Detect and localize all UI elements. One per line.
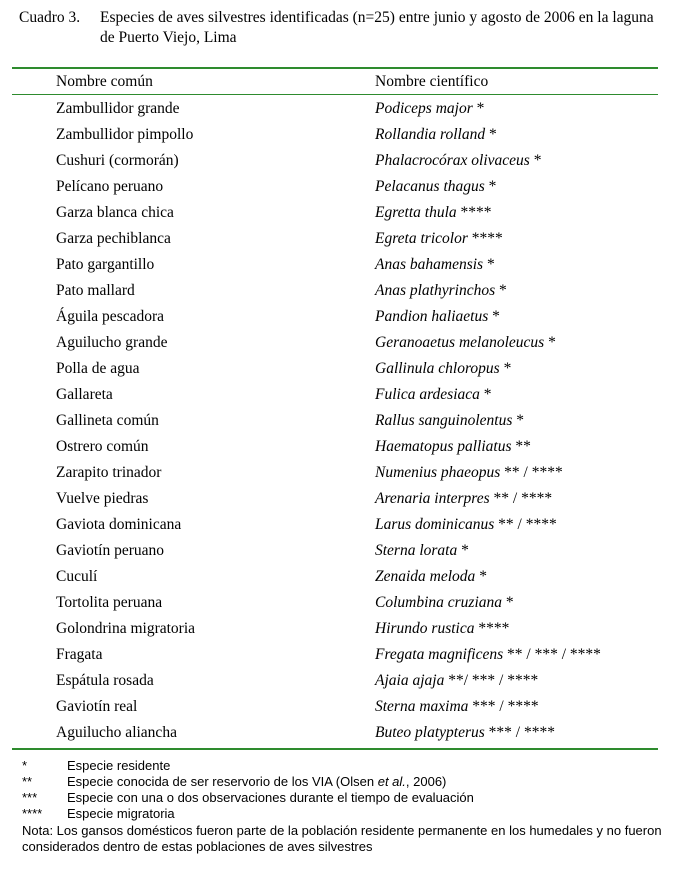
- scientific-name: Sterna lorata: [375, 542, 458, 559]
- table-top-rule: [12, 67, 658, 69]
- status-marks: ** / *** / ****: [503, 646, 601, 663]
- table-row: [0, 642, 680, 668]
- footnote-text-part: , 2006): [405, 774, 447, 789]
- scientific-name-cell: [375, 568, 487, 586]
- table-row: [0, 720, 680, 746]
- status-marks: ** / ****: [500, 464, 563, 481]
- table-row: [0, 174, 680, 200]
- footnote: [22, 806, 662, 822]
- scientific-name-cell: [375, 282, 507, 300]
- table-row: [0, 122, 680, 148]
- scientific-name: Fulica ardesiaca: [375, 386, 480, 403]
- table-row: [0, 460, 680, 486]
- footnote-text-part: Especie con una o dos observaciones durante el tiempo de evaluación: [67, 790, 474, 805]
- common-name-cell: Garza blanca chica: [56, 204, 174, 221]
- scientific-name: Geranoaetus melanoleucus: [375, 334, 545, 351]
- status-marks: ****: [474, 620, 510, 637]
- status-marks: *: [472, 100, 485, 117]
- common-name-cell: Polla de agua: [56, 360, 140, 377]
- scientific-name: Rollandia rolland: [375, 126, 486, 143]
- table-row: [0, 590, 680, 616]
- common-name-cell: Tortolita peruana: [56, 594, 163, 611]
- footnote-symbol: ***: [22, 790, 38, 805]
- common-name-cell: Garza pechiblanca: [56, 230, 171, 247]
- status-marks: **: [511, 438, 531, 455]
- table-row: [0, 148, 680, 174]
- scientific-name: Phalacrocórax olivaceus: [375, 152, 530, 169]
- status-marks: *: [479, 386, 492, 403]
- status-marks: *: [485, 126, 497, 143]
- table-row: [0, 564, 680, 590]
- footnote-text: [67, 774, 446, 790]
- scientific-name: Arenaria interpres: [375, 490, 490, 507]
- status-marks: *: [529, 152, 542, 169]
- footnote-text-italic: et al.: [377, 774, 406, 789]
- table-row: [0, 538, 680, 564]
- scientific-name-cell: [375, 698, 539, 716]
- status-marks: ** / ****: [489, 490, 553, 507]
- common-name-cell: Pato mallard: [56, 282, 135, 299]
- scientific-name: Sterna maxima: [375, 698, 469, 715]
- table-row: [0, 200, 680, 226]
- scientific-name-cell: [375, 152, 541, 170]
- scientific-name: Zenaida meloda: [375, 568, 476, 585]
- scientific-name-cell: [375, 438, 531, 456]
- footnote-symbol: **: [22, 774, 33, 789]
- status-marks: *** / ****: [484, 724, 555, 741]
- scientific-name: Columbina cruziana: [375, 594, 503, 611]
- common-name-cell: Gallineta común: [56, 412, 159, 429]
- status-marks: *: [488, 308, 500, 325]
- scientific-name: Egretta thula: [375, 204, 457, 221]
- table-row: [0, 408, 680, 434]
- scientific-name-cell: [375, 230, 503, 248]
- common-name-cell: Aguilucho grande: [56, 334, 168, 351]
- status-marks: ** / ****: [494, 516, 557, 533]
- table-row: [0, 616, 680, 642]
- scientific-name: Egreta tricolor: [375, 230, 468, 247]
- scientific-name: Anas plathyrinchos: [375, 282, 496, 299]
- scientific-name-cell: [375, 646, 601, 664]
- table-row: [0, 252, 680, 278]
- table-notes: [22, 758, 662, 855]
- column-header-scientific-name: Nombre científico: [375, 73, 489, 90]
- scientific-name: Rallus sanguinolentus: [375, 412, 513, 429]
- footnote-text-part: Especie residente: [67, 758, 171, 773]
- table-row: [0, 694, 680, 720]
- common-name-cell: Pelícano peruano: [56, 178, 164, 195]
- table-row: [0, 356, 680, 382]
- status-marks: *: [499, 360, 512, 377]
- footnote: [22, 758, 662, 774]
- status-marks: *: [475, 568, 487, 585]
- footnote-text: [67, 790, 474, 806]
- table-row: [0, 486, 680, 512]
- scientific-name: Haematopus palliatus: [375, 438, 512, 455]
- table-row: [0, 278, 680, 304]
- common-name-cell: Gaviota dominicana: [56, 516, 182, 533]
- scientific-name: Gallinula chloropus: [375, 360, 500, 377]
- common-name-cell: Gaviotín real: [56, 698, 138, 715]
- footnote-text-part: Especie migratoria: [67, 806, 175, 821]
- scientific-name-cell: [375, 256, 495, 274]
- scientific-name: Buteo platypterus: [375, 724, 485, 741]
- status-marks: *: [484, 178, 497, 195]
- common-name-cell: Aguilucho aliancha: [56, 724, 177, 741]
- common-name-cell: Zarapito trinador: [56, 464, 162, 481]
- common-name-cell: Golondrina migratoria: [56, 620, 196, 637]
- table-row: [0, 96, 680, 122]
- scientific-name-cell: [375, 412, 524, 430]
- scientific-name: Pandion haliaetus: [375, 308, 489, 325]
- scientific-name-cell: [375, 334, 556, 352]
- scientific-name-cell: [375, 308, 500, 326]
- footnote: [22, 774, 662, 790]
- table-row: [0, 512, 680, 538]
- scientific-name-cell: [375, 126, 497, 144]
- scientific-name: Fregata magnificens: [375, 646, 504, 663]
- scientific-name-cell: [375, 724, 555, 742]
- table-header-rule: [12, 94, 658, 95]
- status-marks: *: [544, 334, 556, 351]
- common-name-cell: Espátula rosada: [56, 672, 154, 689]
- scientific-name-cell: [375, 490, 552, 508]
- table-row: [0, 304, 680, 330]
- scientific-name-cell: [375, 204, 492, 222]
- scientific-name-cell: [375, 464, 563, 482]
- table-row: [0, 668, 680, 694]
- status-marks: ****: [456, 204, 492, 221]
- footnote-list: [22, 758, 662, 822]
- status-marks: *: [457, 542, 469, 559]
- status-marks: *: [502, 594, 514, 611]
- table-row: [0, 434, 680, 460]
- common-name-cell: Cuculí: [56, 568, 98, 585]
- table-note: Nota: Los gansos domésticos fueron parte de la población residente permanente en los humedales y no fueron considerados dentro de estas poblaciones de aves silvestres: [22, 823, 662, 854]
- column-header-common-name: Nombre común: [56, 73, 153, 90]
- scientific-name: Anas bahamensis: [375, 256, 484, 273]
- caption-text: Especies de aves silvestres identificadas (n=25) entre junio y agosto de 2006 en la laguna de Puerto Viejo, Lima: [100, 9, 654, 46]
- status-marks: *: [483, 256, 495, 273]
- scientific-name-cell: [375, 672, 538, 690]
- footnote-text: [67, 758, 170, 774]
- status-marks: *: [495, 282, 507, 299]
- scientific-name: Larus dominicanus: [375, 516, 495, 533]
- table-body: [0, 96, 680, 746]
- status-marks: **/ *** / ****: [444, 672, 539, 689]
- scientific-name: Podiceps major: [375, 100, 473, 117]
- table-row: [0, 382, 680, 408]
- scientific-name-cell: [375, 620, 509, 638]
- scientific-name-cell: [375, 100, 484, 118]
- scientific-name-cell: [375, 178, 496, 196]
- scientific-name-cell: [375, 360, 511, 378]
- common-name-cell: Gaviotín peruano: [56, 542, 165, 559]
- scientific-name: Ajaia ajaja: [375, 672, 445, 689]
- common-name-cell: Gallareta: [56, 386, 113, 403]
- common-name-cell: Ostrero común: [56, 438, 149, 455]
- common-name-cell: Águila pescadora: [56, 308, 165, 325]
- common-name-cell: Vuelve piedras: [56, 490, 149, 507]
- status-marks: ****: [467, 230, 503, 247]
- status-marks: *: [512, 412, 524, 429]
- scientific-name: Pelacanus thagus: [375, 178, 485, 195]
- scientific-name-cell: [375, 542, 469, 560]
- table-row: [0, 330, 680, 356]
- table-row: [0, 226, 680, 252]
- scientific-name: Numenius phaeopus: [375, 464, 501, 481]
- common-name-cell: Fragata: [56, 646, 103, 663]
- scientific-name: Hirundo rustica: [375, 620, 475, 637]
- status-marks: *** / ****: [468, 698, 539, 715]
- common-name-cell: Pato gargantillo: [56, 256, 155, 273]
- common-name-cell: Zambullidor grande: [56, 100, 180, 117]
- footnote-symbol: ****: [22, 806, 43, 821]
- scientific-name-cell: [375, 386, 492, 404]
- caption-label: Cuadro 3.: [19, 9, 81, 26]
- common-name-cell: Zambullidor pimpollo: [56, 126, 194, 143]
- scientific-name-cell: [375, 594, 514, 612]
- common-name-cell: Cushuri (cormorán): [56, 152, 179, 169]
- table-bottom-rule: [12, 748, 658, 750]
- scientific-name-cell: [375, 516, 557, 534]
- footnote-text: [67, 806, 175, 822]
- footnote-symbol: *: [22, 758, 28, 773]
- footnote: [22, 790, 662, 806]
- table-caption: [19, 8, 664, 48]
- footnote-text-part: Especie conocida de ser reservorio de los VIA (Olsen: [67, 774, 378, 789]
